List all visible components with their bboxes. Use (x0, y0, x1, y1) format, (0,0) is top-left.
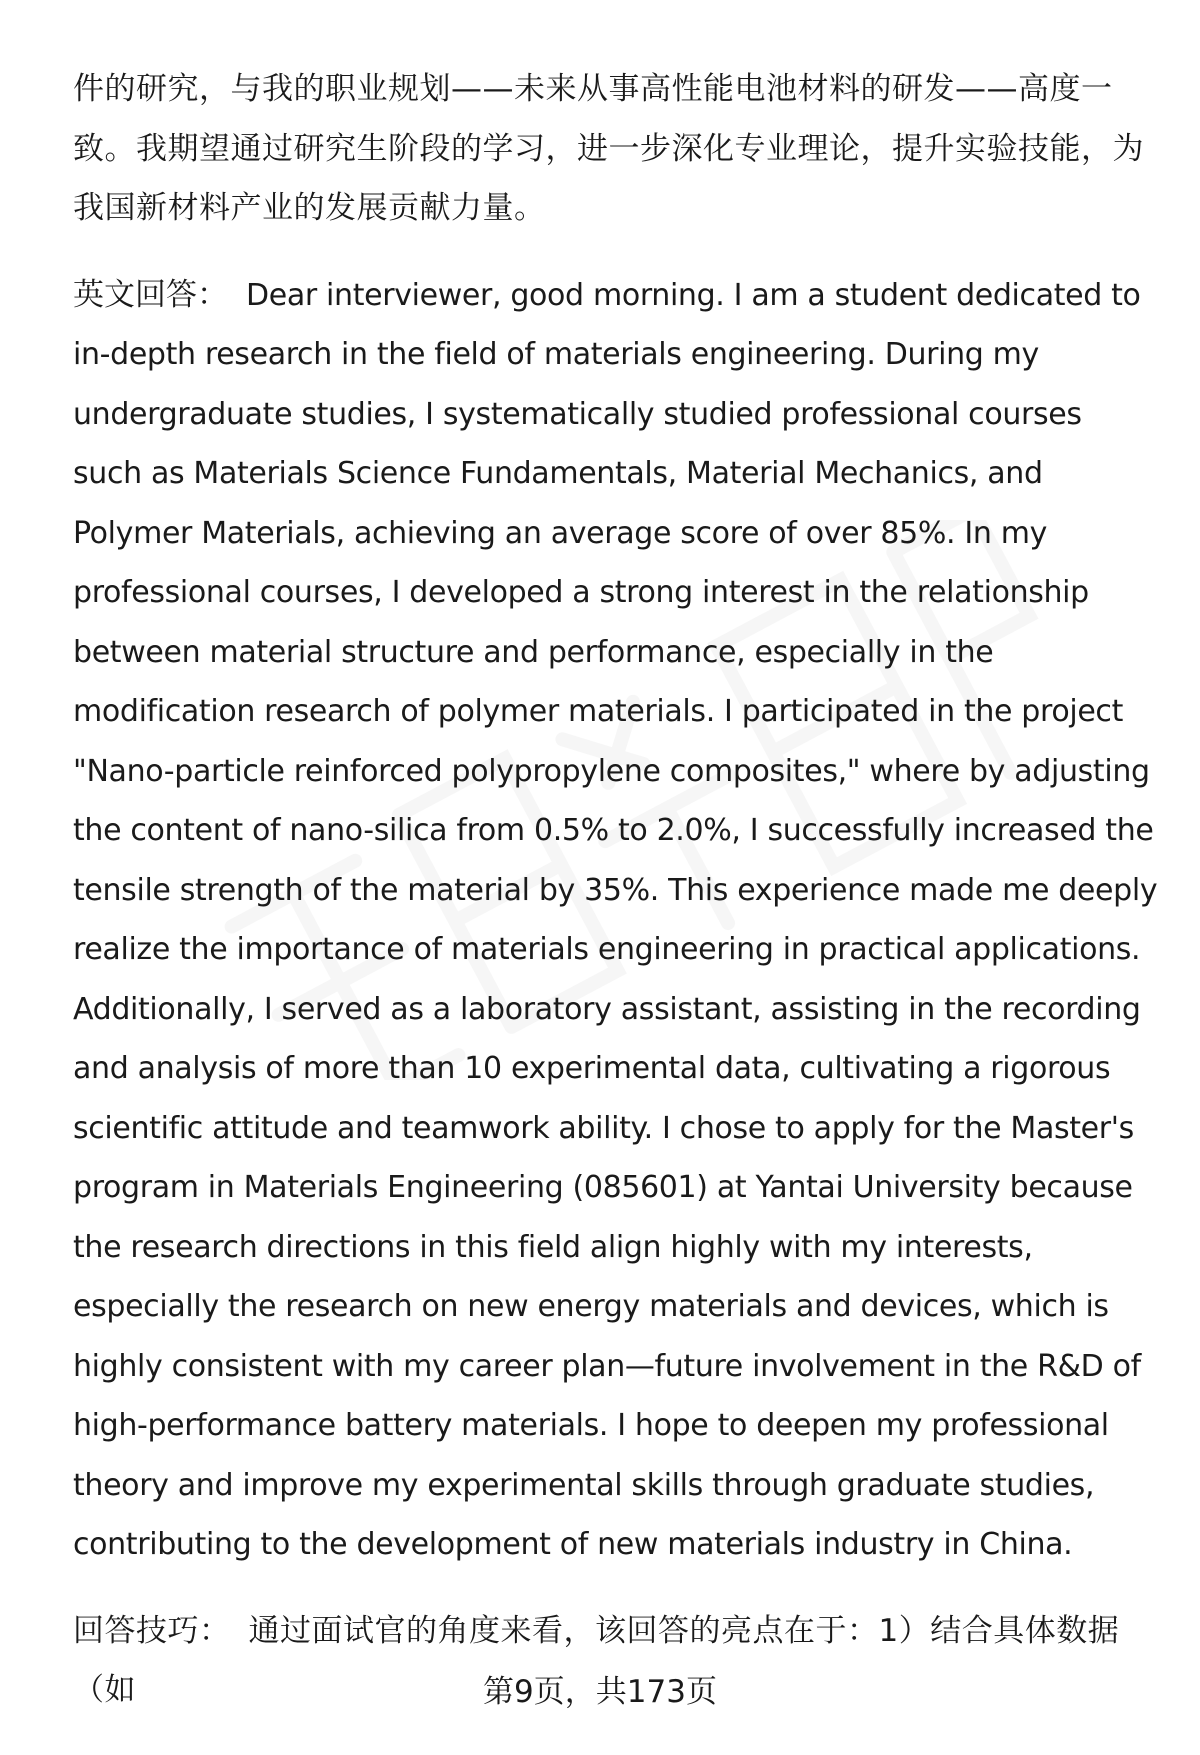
intro-paragraph: 件的研究，与我的职业规划——未来从事高性能电池材料的研发——高度一致。我期望通过研究生阶段的学习，进一步深化专业理论，提升实验技能，为我国新材料产业的发展贡献力量。 (73, 71, 1144, 226)
english-answer-text: Dear interviewer, good morning. I am a student dedicated to in-depth research in the field of materials engineering. During my undergraduate studies, I systematically studied professional courses such as Materials Science Fundamentals, Material Mechanics, and Polymer Materials, achieving an average score of over 85%. In my professional courses, I developed a strong interest in the relationship between material structure and performance, especially in the modification research of polymer materials. I participated in the project "Nano-particle reinforced polypropylene composites," where by adjusting the content of nano-silica from 0.5% to 2.0%, I successfully increased the tensile strength of the material by 35%. This experience made me deeply realize the importance of materials engineering in practical applications. Additionally, I served as a laboratory assistant, assisting in the recording and analysis of more than 10 experimental data, cultivating a rigorous scientific attitude and teamwork ability. I chose to apply for the Master's program in Materials Engineering (085601) at Yantai University because the research directions in this field align highly with my interests, especially the research on new energy materials and devices, which is highly consistent with my career plan—future involvement in the R&D of high-performance battery materials. I hope to deepen my professional theory and improve my experimental skills through graduate studies, contributing to the development of new materials industry in China. (73, 277, 1158, 1562)
paragraph-gap (73, 1575, 1158, 1602)
document-body (73, 60, 1158, 1721)
page-number: 第9页，共173页 (483, 1674, 717, 1710)
tips-text: 通过面试官的角度来看，该回答的亮点在于：1）结合具体数据（如 (73, 1612, 1120, 1708)
english-answer-label: 英文回答： (73, 276, 228, 313)
paragraph-gap (73, 239, 1158, 266)
english-answer-paragraph (73, 266, 1158, 1575)
tips-label: 回答技巧： (73, 1612, 231, 1649)
